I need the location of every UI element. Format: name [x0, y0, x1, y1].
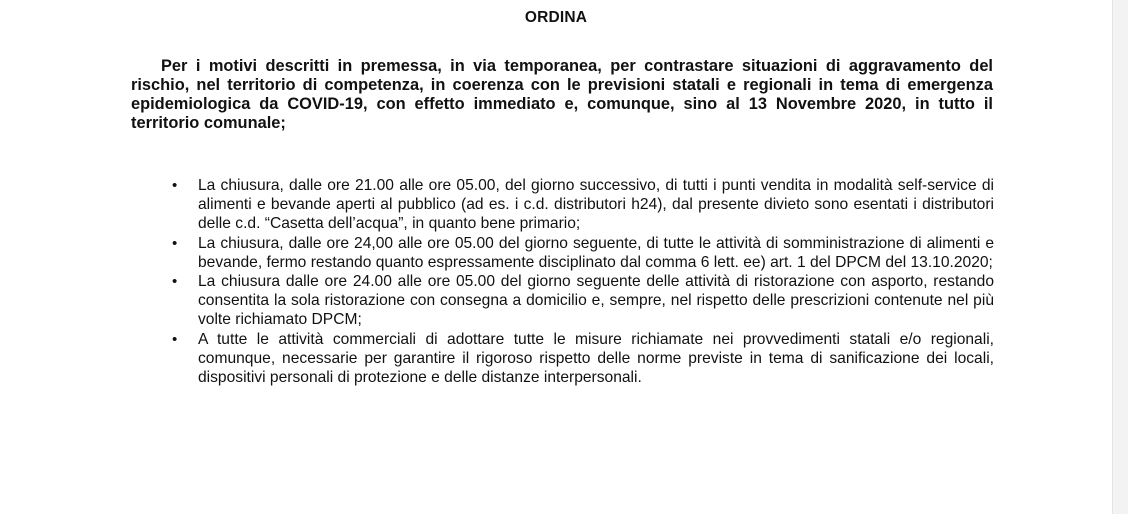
- list-item: [172, 272, 994, 330]
- list-item-text: La chiusura, dalle ore 24,00 alle ore 05.00 del giorno seguente, di tutte le attività di somministrazione di alimenti e bevande, fermo restando quanto espressamente disciplinato dal comma 6 lett. ee) art. 1 del DPCM del 13.10.2020;: [198, 234, 994, 271]
- intro-paragraph: Per i motivi descritti in premessa, in via temporanea, per contrastare situazioni di aggravamento del rischio, nel territorio di competenza, in coerenza con le previsioni statali e regionali in tema di emergenza epidemiologica da COVID-19, con effetto immediato e, comunque, sino al 13 Novembre 2020, in tutto il territorio comunale;: [131, 57, 993, 132]
- list-item-text: A tutte le attività commerciali di adottare tutte le misure richiamate nei provvedimenti statali e/o regionali, comunque, necessarie per garantire il rigoroso rispetto delle norme previste in tema di sanificazione dei locali, dispositivi personali di protezione e delle distanze interpersonali.: [198, 330, 994, 387]
- bullet-icon: •: [172, 330, 178, 348]
- list-item: [172, 234, 994, 272]
- list-item-text: La chiusura, dalle ore 21.00 alle ore 05.00, del giorno successivo, di tutti i punti vendita in modalità self-service di alimenti e bevande aperti al pubblico (ad es. i c.d. distributori h24), dal presente divieto sono esentati i distributori delle c.d. “Casetta dell’acqua”, in quanto bene primario;: [198, 177, 994, 233]
- ordinance-list: [172, 176, 994, 387]
- bullet-icon: •: [172, 273, 178, 291]
- document-heading: ORDINA: [524, 9, 588, 26]
- scrollbar-track[interactable]: [1112, 0, 1128, 514]
- bullet-icon: •: [172, 177, 178, 194]
- list-item-text: La chiusura dalle ore 24.00 alle ore 05.00 del giorno seguente delle attività di ristorazione con asporto, restando consentita la sola ristorazione con consegna a domicilio e, sempre, nel rispetto delle prescrizioni contenute nel più volte richiamato DPCM;: [198, 273, 994, 329]
- list-item: [172, 330, 994, 388]
- list-item: [172, 176, 994, 234]
- bullet-icon: •: [172, 234, 178, 252]
